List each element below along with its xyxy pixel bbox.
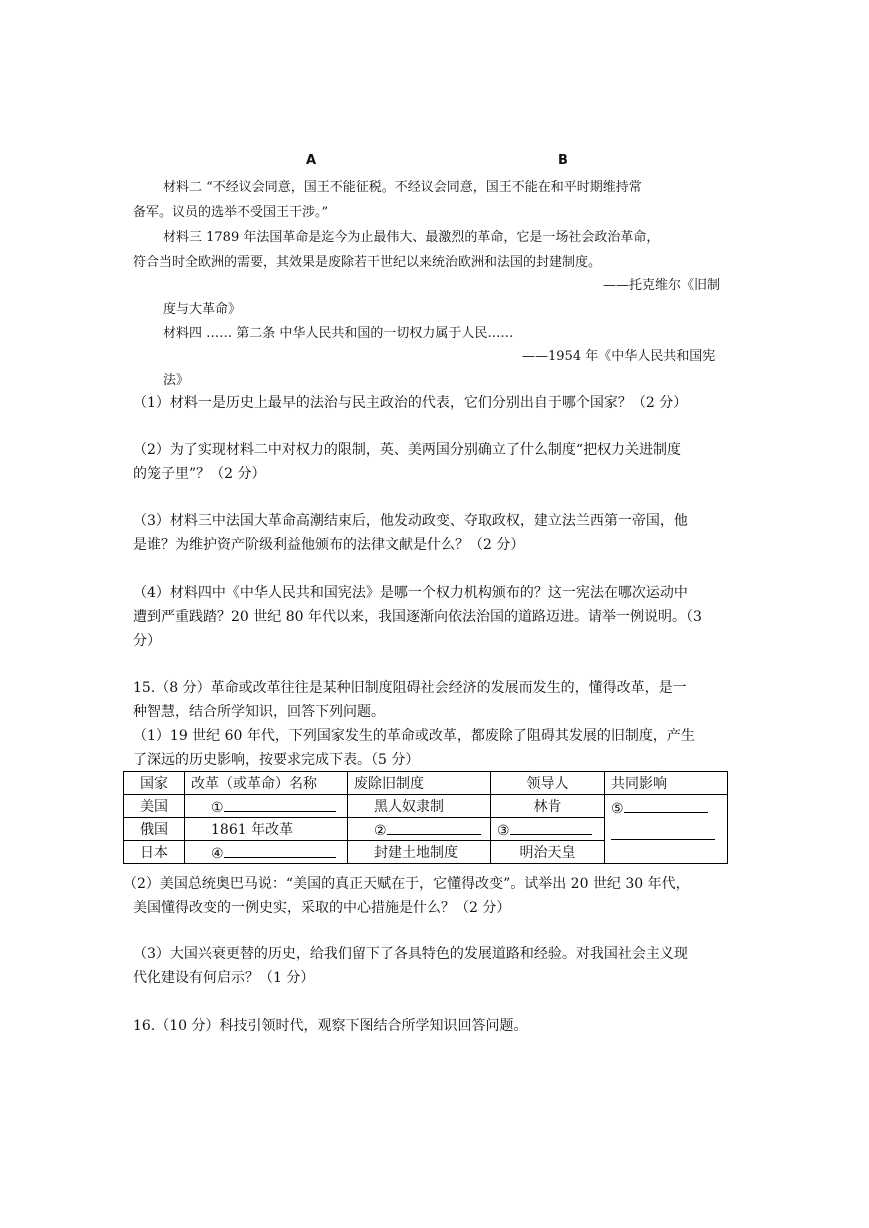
cell-country: 俄国 bbox=[124, 818, 185, 841]
blank-marker: ④ bbox=[211, 845, 224, 862]
q15-intro-line-1: 15.（8 分）革命或改革往往是某种旧制度阻碍社会经济的发展而发生的，懂得改革，是一 bbox=[133, 680, 687, 696]
cell-leader: 林肯 bbox=[491, 795, 605, 818]
impact-line-2 bbox=[611, 825, 721, 844]
cell-reform-name[interactable] bbox=[185, 841, 348, 864]
header-leader: 领导人 bbox=[491, 772, 605, 795]
q16-intro: 16.（10 分）科技引领时代，观察下图结合所学知识回答问题。 bbox=[133, 1018, 528, 1034]
q14-part-4-line-2: 遭到严重践踏？20 世纪 80 年代以来，我国逐渐向依法治国的道路迈进。请举一例说明。（3 bbox=[133, 609, 702, 625]
blank-marker: ⑤ bbox=[611, 801, 624, 817]
q14-part-2-line-2: 的笼子里”？（2 分） bbox=[133, 466, 266, 482]
cell-reform-name[interactable] bbox=[185, 795, 348, 818]
table-row bbox=[124, 795, 728, 818]
q14-part-1: （1）材料一是历史上最早的法治与民主政治的代表，它们分别出自于哪个国家？（2 分） bbox=[133, 395, 688, 411]
material-4-source-1: ——1954 年《中华人民共和国宪 bbox=[522, 349, 716, 364]
cell-leader[interactable] bbox=[491, 818, 605, 841]
q14-part-3-line-2: 是谁？为维护资产阶级利益他颁布的法律文献是什么？（2 分） bbox=[133, 537, 525, 553]
blank-marker: ③ bbox=[497, 822, 510, 839]
header-country: 国家 bbox=[124, 772, 185, 795]
q15-intro-line-2: 种智慧，结合所学知识，回答下列问题。 bbox=[133, 704, 385, 720]
reform-table bbox=[123, 771, 728, 864]
cell-abolished: 黑人奴隶制 bbox=[348, 795, 491, 818]
table-header-row bbox=[124, 772, 728, 795]
material-4-source-2: 法》 bbox=[163, 373, 190, 388]
q14-part-3-line-1: （3）材料三中法国大革命高潮结束后，他发动政变、夺取政权，建立法兰西第一帝国，他 bbox=[133, 513, 688, 529]
cell-country: 美国 bbox=[124, 795, 185, 818]
q14-part-4-line-1: （4）材料四中《中华人民共和国宪法》是哪一个权力机构颁布的？这一宪法在哪次运动中 bbox=[133, 585, 688, 601]
q15-part-3-line-1: （3）大国兴衰更替的历史，给我们留下了各具特色的发展道路和经验。对我国社会主义现 bbox=[133, 946, 688, 962]
material-3-source-1: ——托克维尔《旧制 bbox=[603, 278, 721, 293]
material-2-line-2: 备军。议员的选举不受国王干涉。” bbox=[133, 205, 329, 220]
answer-blank-2[interactable] bbox=[387, 820, 481, 835]
impact-line-1 bbox=[611, 798, 721, 817]
blank-marker: ② bbox=[374, 822, 387, 839]
blank-marker: ① bbox=[211, 799, 224, 816]
q14-part-2-line-1: （2）为了实现材料二中对权力的限制，英、美两国分别确立了什么制度“把权力关进制度 bbox=[133, 442, 682, 458]
cell-abolished: 封建土地制度 bbox=[348, 841, 491, 864]
q15-part-2-line-1: （2）美国总统奥巴马说：“美国的真正天赋在于，它懂得改变”。试举出 20 世纪 30 年代， bbox=[123, 876, 690, 892]
answer-blank-3[interactable] bbox=[510, 820, 592, 835]
q15-part-1-line-1: （1）19 世纪 60 年代，下列国家发生的革命或改革，都废除了阻碍其发展的旧制度，产生 bbox=[133, 728, 695, 744]
header-impact: 共同影响 bbox=[605, 772, 728, 795]
answer-blank-4[interactable] bbox=[224, 843, 336, 858]
answer-blank-5[interactable] bbox=[624, 798, 708, 813]
q15-part-3-line-2: 代化建设有何启示？（1 分） bbox=[133, 970, 315, 986]
cell-impact[interactable] bbox=[605, 795, 728, 864]
material-4-line-1: 材料四 …… 第二条 中华人民共和国的一切权力属于人民…… bbox=[163, 326, 514, 341]
cell-country: 日本 bbox=[124, 841, 185, 864]
material-2-line-1: 材料二 “不经议会同意，国王不能征税。不经议会同意，国王不能在和平时期维持常 bbox=[163, 180, 642, 195]
q14-part-4-line-3: 分） bbox=[133, 633, 161, 649]
material-3-source-2: 度与大革命》 bbox=[163, 302, 242, 317]
cell-reform-name: 1861 年改革 bbox=[185, 818, 348, 841]
answer-blank-1[interactable] bbox=[224, 797, 336, 812]
answer-blank-5b[interactable] bbox=[611, 825, 715, 840]
material-3-line-2: 符合当时全欧洲的需要，其效果是废除若干世纪以来统治欧洲和法国的封建制度。 bbox=[133, 255, 602, 270]
material-3-line-1: 材料三 1789 年法国革命是迄今为止最伟大、最激烈的革命，它是一场社会政治革命， bbox=[163, 230, 660, 245]
cell-abolished[interactable] bbox=[348, 818, 491, 841]
header-reform-name: 改革（或革命）名称 bbox=[185, 772, 348, 795]
q15-part-1-line-2: 了深远的历史影响，按要求完成下表。（5 分） bbox=[133, 752, 420, 768]
image-label-b: B bbox=[558, 153, 568, 168]
header-abolished: 废除旧制度 bbox=[348, 772, 491, 795]
cell-leader: 明治天皇 bbox=[491, 841, 605, 864]
q15-part-2-line-2: 美国懂得改变的一例史实，采取的中心措施是什么？（2 分） bbox=[133, 900, 511, 916]
image-label-a: A bbox=[306, 153, 317, 168]
